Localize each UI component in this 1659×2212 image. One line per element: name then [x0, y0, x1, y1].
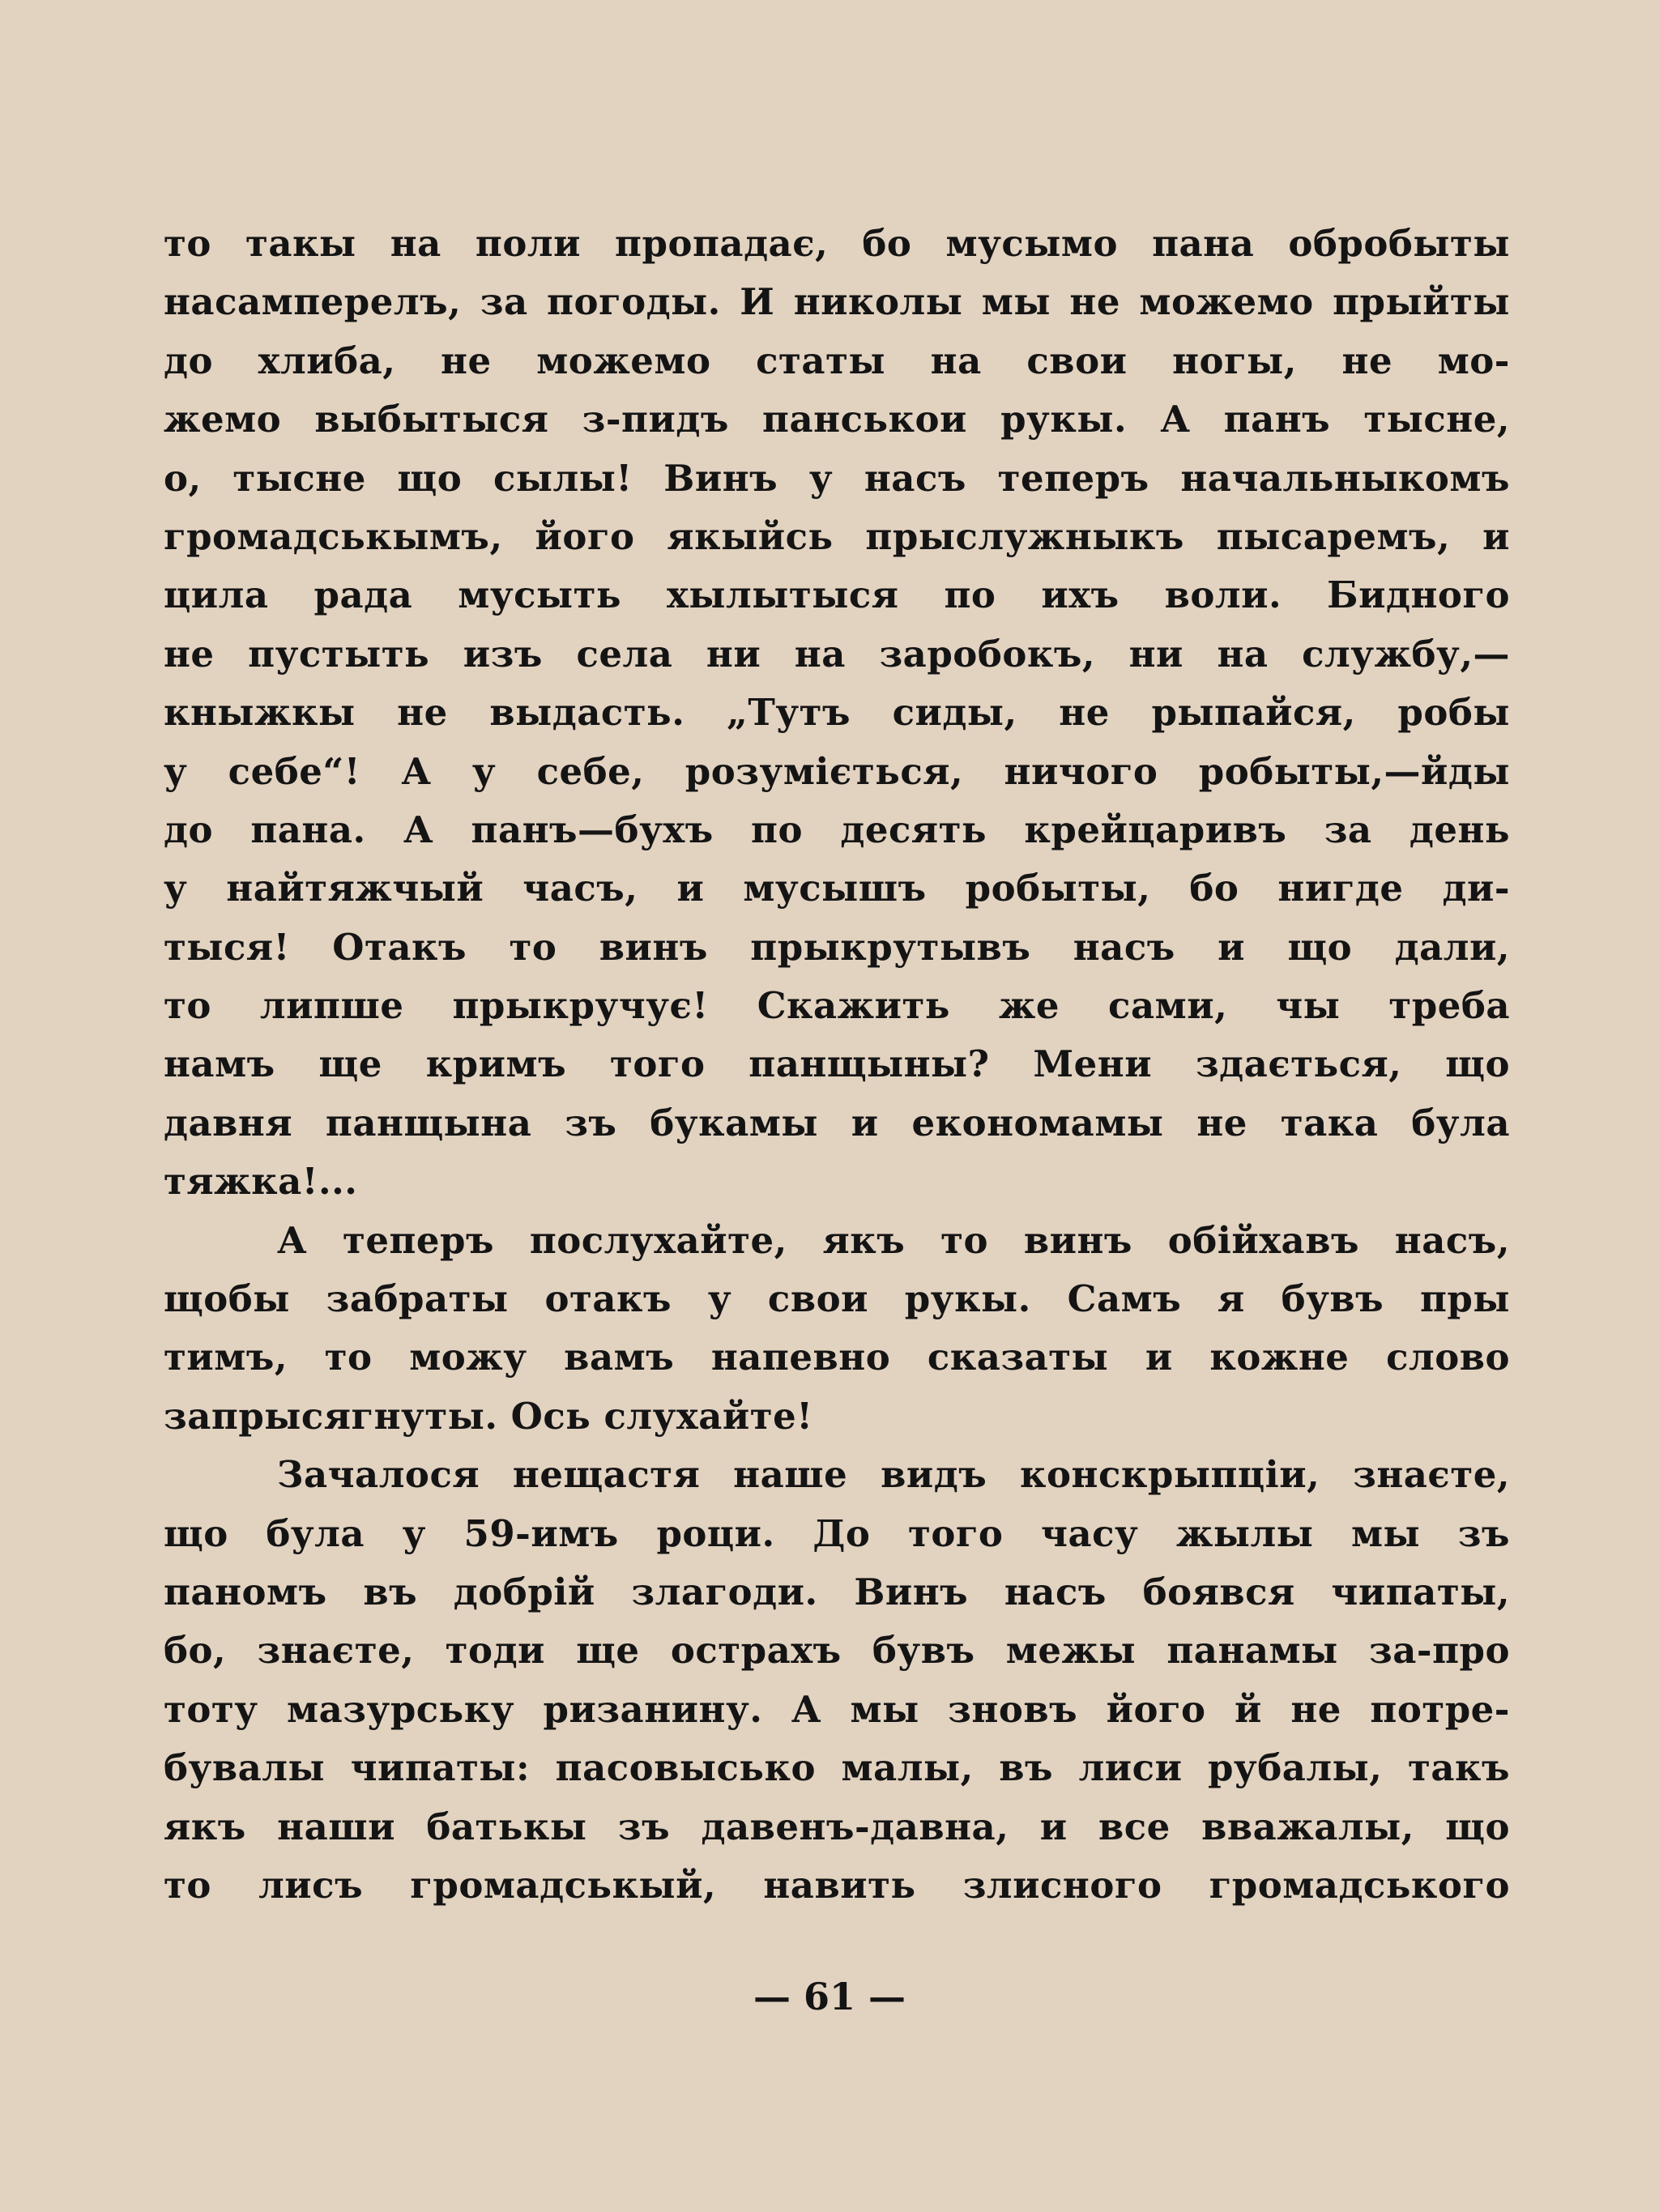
text-line: бо, знаєте, тоди ще острахъ бувъ межы панамы за-про: [164, 1629, 1510, 1673]
page-number: — 61 —: [753, 1975, 906, 2018]
text-line: тимъ, то можу вамъ напевно сказаты и кожне слово: [164, 1336, 1510, 1379]
text-line: щобы забраты отакъ у свои рукы. Самъ я бувъ пры: [164, 1277, 1510, 1321]
text-line: якъ наши батькы зъ давенъ-давна, и все вважалы, що: [164, 1805, 1510, 1848]
text-line: кныжкы не выдасть. „Тутъ сиды, не рыпайся, робы: [164, 691, 1510, 735]
text-line: не пустыть изъ села ни на заробокъ, ни на службу,—: [164, 632, 1510, 676]
text-line: у найтяжчый часъ, и мусышъ робыты, бо нигде ди-: [164, 867, 1510, 910]
text-line: запрысягнуты. Ось слухайте!: [164, 1394, 813, 1438]
text-line: до хлиба, не можемо статы на свои ногы, не мо-: [164, 339, 1510, 382]
text-line: бувалы чипаты: пасовысько малы, въ лиси рубалы, такъ: [164, 1746, 1510, 1790]
body-text: [164, 215, 1510, 1915]
text-line: то липше прыкручує! Скажить же сами, чы треба: [164, 984, 1510, 1028]
text-line: що була у 59-имъ роци. До того часу жылы мы зъ: [164, 1511, 1510, 1555]
paragraph-start-line: А теперъ послухайте, якъ то винъ обійхавъ насъ,: [277, 1218, 1510, 1262]
text-line: тяжка!...: [164, 1160, 358, 1204]
text-line: о, тысне що сылы! Винъ у насъ теперъ начальныкомъ: [164, 456, 1510, 500]
text-line: цила рада мусыть хылытыся по ихъ воли. Бидного: [164, 573, 1510, 617]
text-line: насамперелъ, за погоды. И николы мы не можемо прыйты: [164, 280, 1510, 324]
text-line: то лисъ громадськый, навить злисного громадського: [164, 1863, 1510, 1907]
text-line: то такы на поли пропадає, бо мусымо пана обробыты: [164, 222, 1510, 265]
text-line: давня панщына зъ букамы и економамы не така була: [164, 1101, 1510, 1144]
text-line: у себе“! А у себе, розуміється, ничого робыты,—йды: [164, 749, 1510, 793]
text-line: громадськымъ, його якыйсь прыслужныкъ пысаремъ, и: [164, 514, 1510, 558]
text-line: тоту мазурську ризанину. А мы зновъ його й не потре-: [164, 1687, 1510, 1731]
text-line: паномъ въ добрій злагоди. Винъ насъ боявся чипаты,: [164, 1570, 1510, 1613]
text-line: до пана. А панъ—бухъ по десять крейцаривъ за день: [164, 808, 1510, 851]
text-line: жемо выбытыся з-пидъ панськои рукы. А панъ тысне,: [164, 398, 1510, 441]
paragraph-start-line: Зачалося нещастя наше видъ конскрыпціи, знаєте,: [277, 1453, 1510, 1497]
text-line: тыся! Отакъ то винъ прыкрутывъ насъ и що дали,: [164, 925, 1510, 969]
text-line: намъ ще кримъ того панщыны? Мени здається, що: [164, 1042, 1510, 1086]
